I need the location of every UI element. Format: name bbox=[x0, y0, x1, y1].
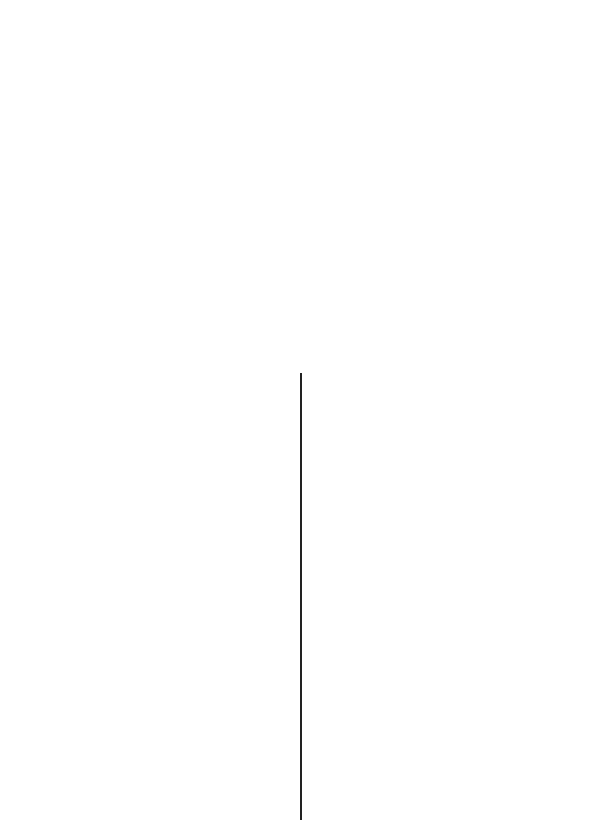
column-divider bbox=[300, 373, 302, 820]
